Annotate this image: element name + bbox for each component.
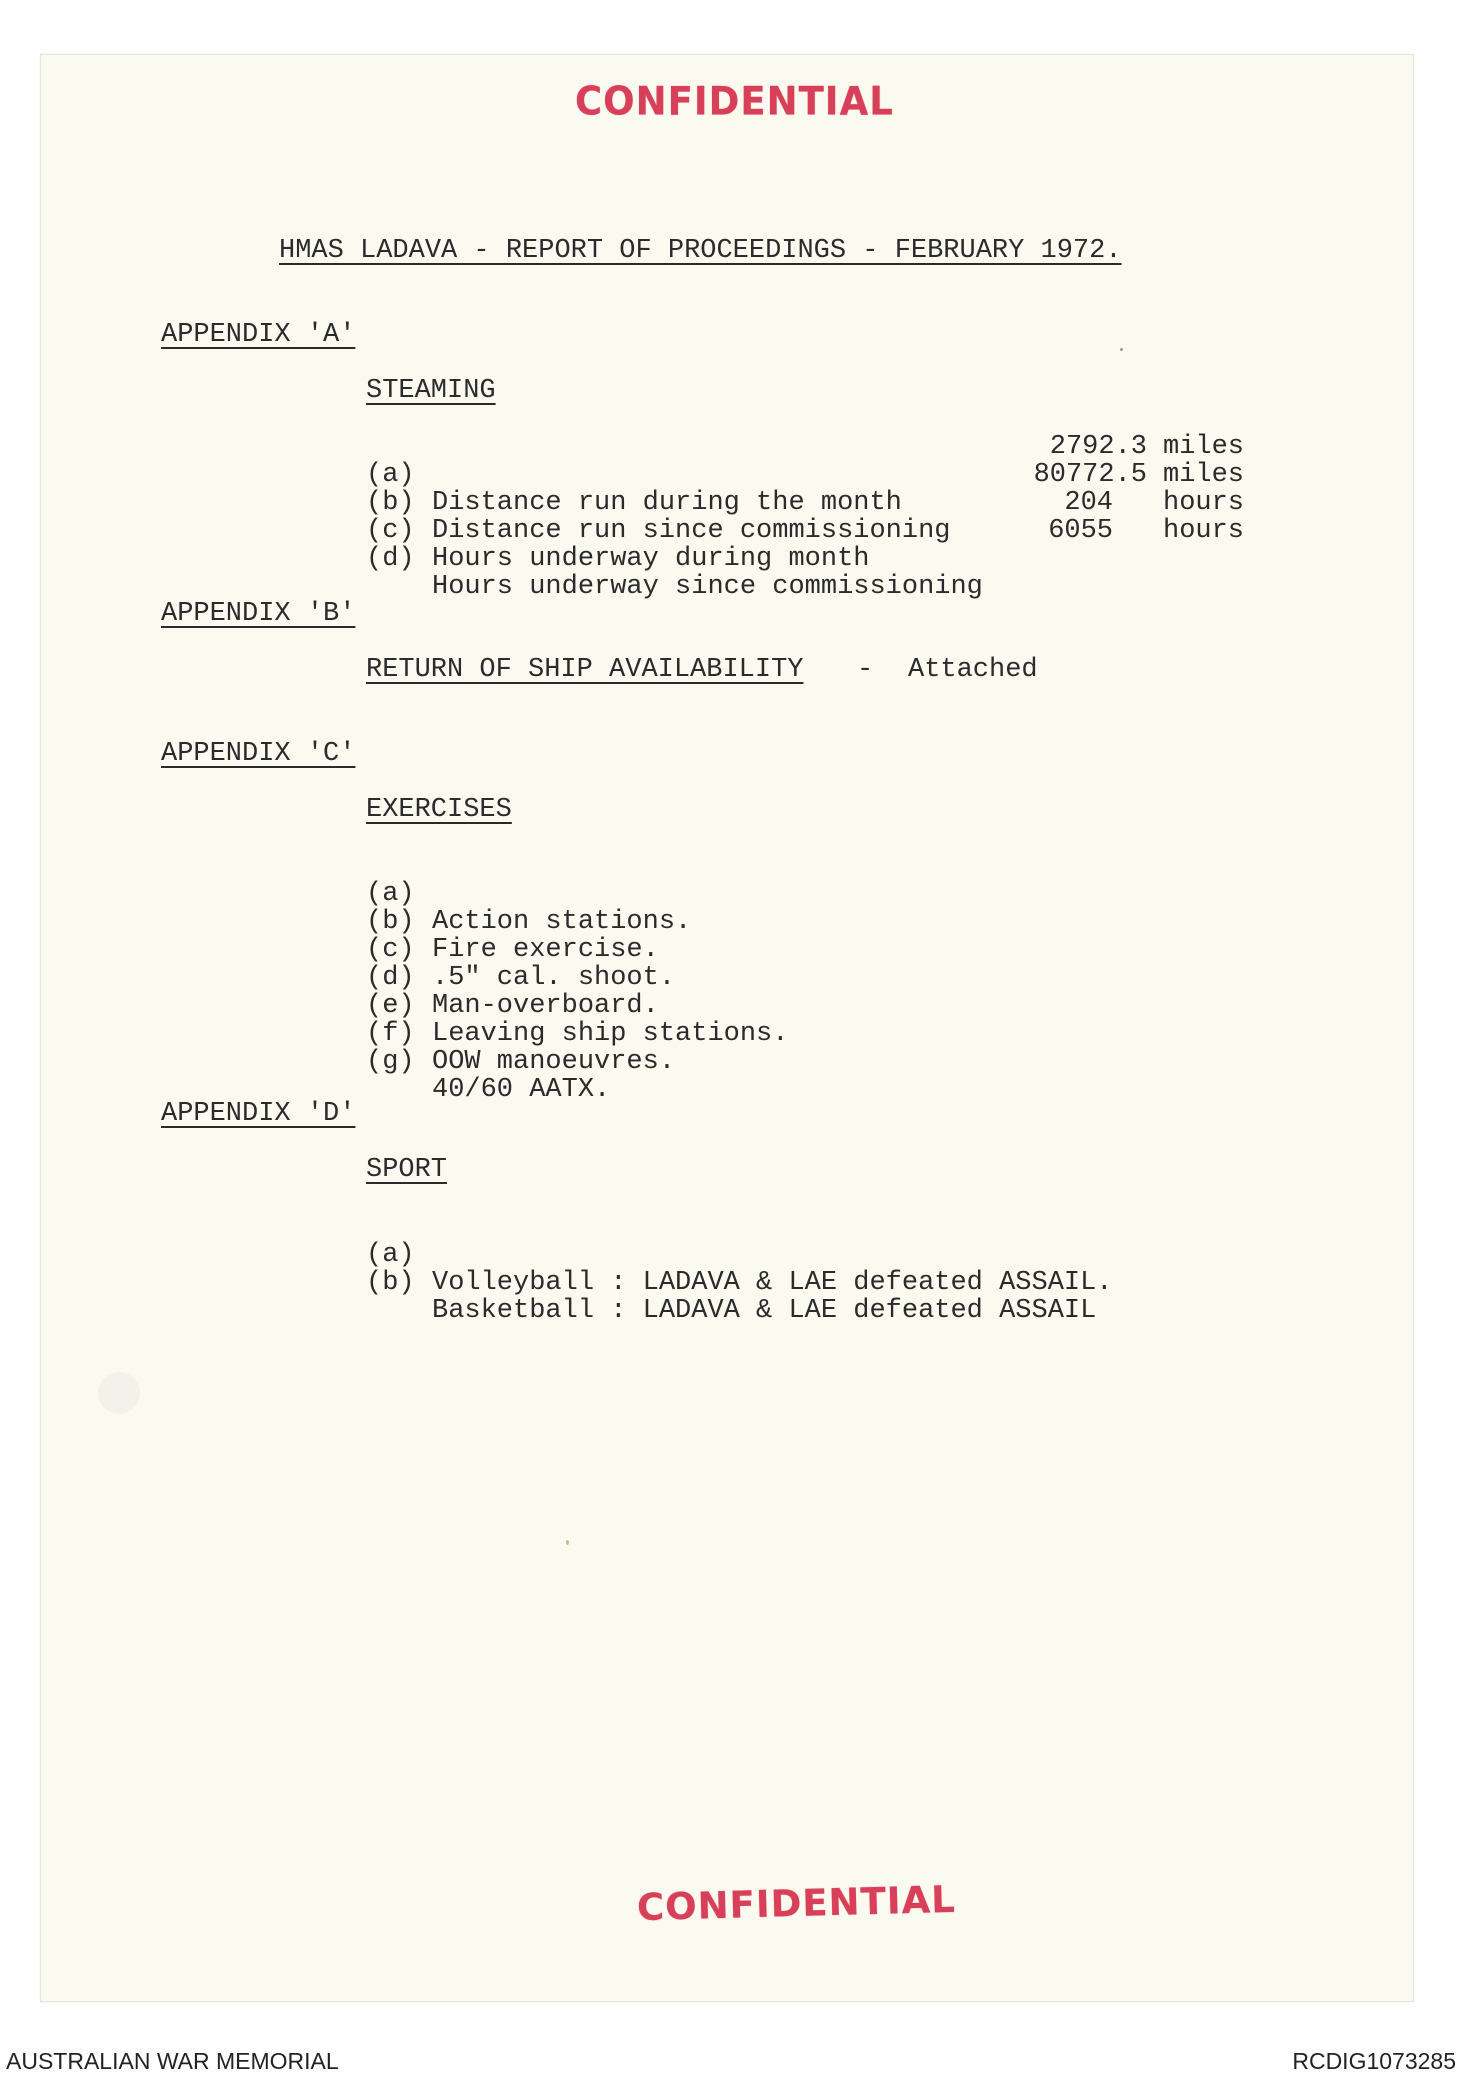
appendix-b-heading: APPENDIX 'B'	[161, 599, 356, 629]
item-text: .5" cal. shoot.	[432, 963, 676, 993]
row-unit: miles	[1163, 460, 1245, 490]
item-label: (c)	[366, 935, 415, 965]
availability-subheading: RETURN OF SHIP AVAILABILITY	[366, 655, 804, 685]
item-text: Fire exercise.	[432, 935, 659, 965]
item-label: (d)	[366, 963, 415, 993]
exercises-subheading: EXERCISES	[366, 795, 512, 825]
footer-record-id: RCDIG1073285	[1292, 2048, 1456, 2074]
row-text: Hours underway during month	[432, 544, 870, 574]
item-text: Man-overboard.	[432, 991, 659, 1021]
item-text: Leaving ship stations.	[432, 1019, 789, 1049]
item-label: (a)	[366, 879, 415, 909]
row-label: (b)	[366, 488, 415, 518]
row-unit: hours	[1163, 516, 1245, 546]
item-label: (f)	[366, 1019, 415, 1049]
row-label: (c)	[366, 516, 415, 546]
appendix-a-heading: APPENDIX 'A'	[161, 320, 356, 350]
item-text: Basketball : LADAVA & LAE defeated ASSAIL	[432, 1296, 1097, 1326]
confidential-stamp-top: CONFIDENTIAL	[575, 78, 894, 125]
item-text: Action stations.	[432, 907, 692, 937]
appendix-d-heading: APPENDIX 'D'	[161, 1099, 356, 1129]
row-unit: hours	[1163, 488, 1245, 518]
item-text: 40/60 AATX.	[432, 1075, 611, 1105]
item-label: (g)	[366, 1047, 415, 1077]
appendix-c-heading: APPENDIX 'C'	[161, 739, 356, 769]
footer-archive-name: AUSTRALIAN WAR MEMORIAL	[6, 2048, 339, 2074]
item-label: (e)	[366, 991, 415, 1021]
paper-speck	[566, 1540, 569, 1545]
confidential-stamp-bottom: CONFIDENTIAL	[636, 1877, 957, 1930]
item-text: Volleyball : LADAVA & LAE defeated ASSAIL.	[432, 1268, 1113, 1298]
row-unit: miles	[1163, 432, 1245, 462]
row-label: (a)	[366, 460, 415, 490]
steaming-subheading: STEAMING	[366, 376, 496, 406]
availability-dash: -	[857, 655, 874, 685]
item-label: (b)	[366, 1268, 415, 1298]
row-value: 2792.3	[1049, 432, 1147, 462]
row-value: 80772.5	[1033, 460, 1147, 490]
row-text: Hours underway since commissioning	[432, 572, 983, 602]
punch-hole	[98, 1372, 140, 1414]
row-text: Distance run during the month	[432, 488, 902, 518]
sport-subheading: SPORT	[366, 1155, 448, 1185]
row-value: 204	[1064, 488, 1113, 518]
availability-note: Attached	[908, 655, 1038, 685]
row-value: 6055	[1048, 516, 1113, 546]
row-label: (d)	[366, 544, 415, 574]
item-text: OOW manoeuvres.	[432, 1047, 676, 1077]
paper-speck	[1120, 348, 1123, 351]
item-label: (b)	[366, 907, 415, 937]
row-text: Distance run since commissioning	[432, 516, 951, 546]
item-label: (a)	[366, 1240, 415, 1270]
document-title: HMAS LADAVA - REPORT OF PROCEEDINGS - FEBRUARY 1972.	[279, 236, 1122, 266]
